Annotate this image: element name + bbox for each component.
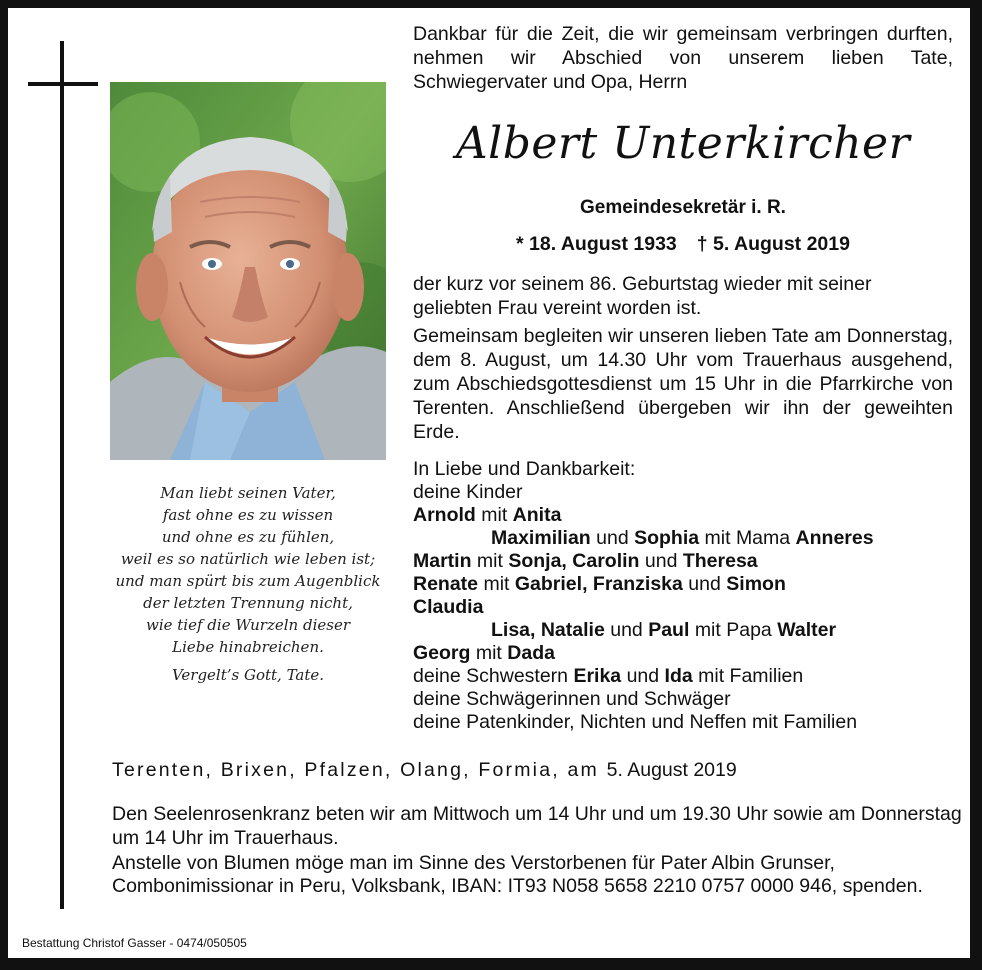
children-label: deine Kinder xyxy=(413,481,523,503)
poem-line: der letzten Trennung nicht, xyxy=(143,594,353,612)
poem-line: Liebe hinabreichen. xyxy=(172,638,324,656)
life-dates xyxy=(413,232,953,256)
portrait-photo xyxy=(110,82,386,460)
poem-line: wie tief die Wurzeln dieser xyxy=(145,616,351,634)
mourners-list xyxy=(413,458,958,734)
poem-line: Man liebt seinen Vater, xyxy=(160,484,336,502)
mourner-line: Martin mit Sonja, Carolin und Theresa xyxy=(413,550,758,572)
poem-line: und ohne es zu fühlen, xyxy=(161,528,335,546)
poem-thanks: Vergelt’s Gott, Tate. xyxy=(171,666,325,684)
cross-icon-bar xyxy=(28,82,98,86)
deceased-name: Albert Unterkircher xyxy=(455,118,911,169)
mourner-line: Lisa, Natalie und Paul mit Papa Walter xyxy=(491,619,837,641)
obituary-notice xyxy=(8,8,970,958)
portrait-illustration xyxy=(110,82,386,460)
mourner-line: Arnold mit Anita xyxy=(413,504,562,526)
mourner-line: Georg mit Dada xyxy=(413,642,555,664)
mourner-line: Renate mit Gabriel, Franziska und Simon xyxy=(413,573,786,595)
place-date-line xyxy=(112,758,962,782)
intro-text: Dankbar für die Zeit, die wir gemeinsam verbringen durften, nehmen wir Abschied von unserem lieben Tate, Schwiegervater und Opa, Herrn xyxy=(413,23,953,93)
deceased-role: Gemeindesekretär i. R. xyxy=(580,197,786,218)
donation-text: Anstelle von Blumen möge man im Sinne des Verstorbenen für Pater Albin Grunser, Combonimissionar in Peru, Volksbank, IBAN: IT93 N058 5658 2210 0757 0000 946, spenden. xyxy=(112,852,923,897)
poem-line: weil es so natürlich wie leben ist; xyxy=(120,550,376,568)
mourner-line: Maximilian und Sophia mit Mama Anneres xyxy=(491,527,874,549)
funeral-home-footer: Bestattung Christof Gasser - 0474/050505 xyxy=(22,936,247,950)
death-date: † 5. August 2019 xyxy=(696,233,850,255)
cross-icon xyxy=(60,41,64,909)
poem-line: fast ohne es zu wissen xyxy=(162,506,334,524)
birth-date: * 18. August 1933 xyxy=(516,233,677,255)
mourner-line: deine Schwägerinnen und Schwäger xyxy=(413,688,731,710)
reunion-text: der kurz vor seinem 86. Geburtstag wieder mit seiner geliebten Frau vereint worden ist. xyxy=(413,273,872,319)
funeral-details: Gemeinsam begleiten wir unseren lieben Tate am Donnerstag, dem 8. August, um 14.30 Uhr vom Trauerhaus ausgehend, zum Abschiedsgottesdienst um 15 Uhr in die Pfarrkirche von Terenten. Anschließend übergeben wir ihn der geweihten Erde. xyxy=(413,325,953,443)
mourner-line: deine Patenkinder, Nichten und Neffen mit Familien xyxy=(413,711,858,733)
notice-date: 5. August 2019 xyxy=(606,759,737,781)
poem-line: und man spürt bis zum Augenblick xyxy=(115,572,381,590)
rosary-text: Den Seelenrosenkranz beten wir am Mittwoch um 14 Uhr und um 19.30 Uhr sowie am Donnerstag um 14 Uhr im Trauerhaus. xyxy=(112,803,962,849)
poem xyxy=(98,482,398,686)
mourner-line: Claudia xyxy=(413,596,484,618)
mourner-line: deine Schwestern Erika und Ida mit Familien xyxy=(413,665,804,687)
places: Terenten, Brixen, Pfalzen, Olang, Formia, am xyxy=(112,759,599,781)
mourners-heading: In Liebe und Dankbarkeit: xyxy=(413,458,636,480)
